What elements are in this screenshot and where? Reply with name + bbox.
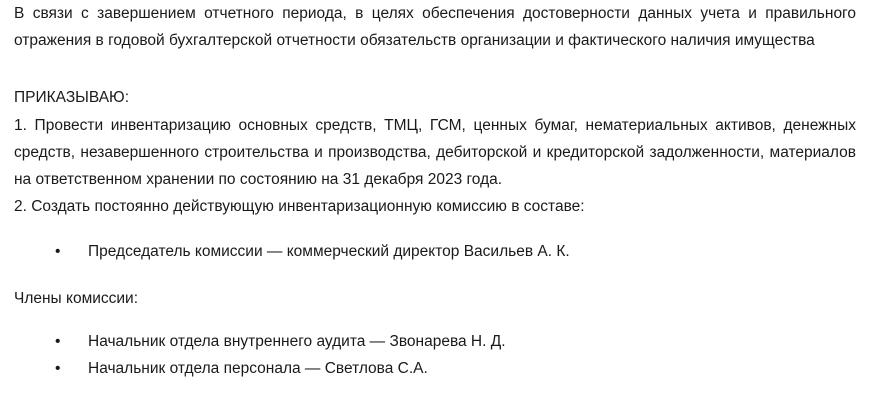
order-heading: ПРИКАЗЫВАЮ: (14, 89, 130, 106)
order-item-2: 2. Создать постоянно действующую инвентаризационную комиссию в составе: (14, 198, 585, 215)
list-item: • Начальник отдела внутреннего аудита — Звонарева Н. Д. (14, 328, 856, 356)
members-heading: Члены комиссии: (14, 289, 139, 307)
list-item: • Председатель комиссии — коммерческий директор Васильев А. К. (14, 238, 856, 266)
chairman-bullet-list (14, 238, 856, 266)
list-item: • Начальник отдела персонала — Светлова С.А. (14, 355, 856, 383)
order-item-1: 1. Провести инвентаризацию основных средств, ТМЦ, ГСМ, ценных бумаг, нематериальных активов, денежных средств, незавершенного строительства и производства, дебиторской и кредиторской задолженности, материалов на ответственном хранении по состоянию на 31 декабря 2023 года. (14, 117, 856, 188)
document-page (14, 0, 856, 383)
members-bullet-list (14, 328, 856, 383)
intro-paragraph: В связи с завершением отчетного периода, в целях обеспечения достоверности данных учета и правильного отражения в годовой бухгалтерской отчетности обязательств организации и фактического наличия имущества (14, 5, 856, 49)
